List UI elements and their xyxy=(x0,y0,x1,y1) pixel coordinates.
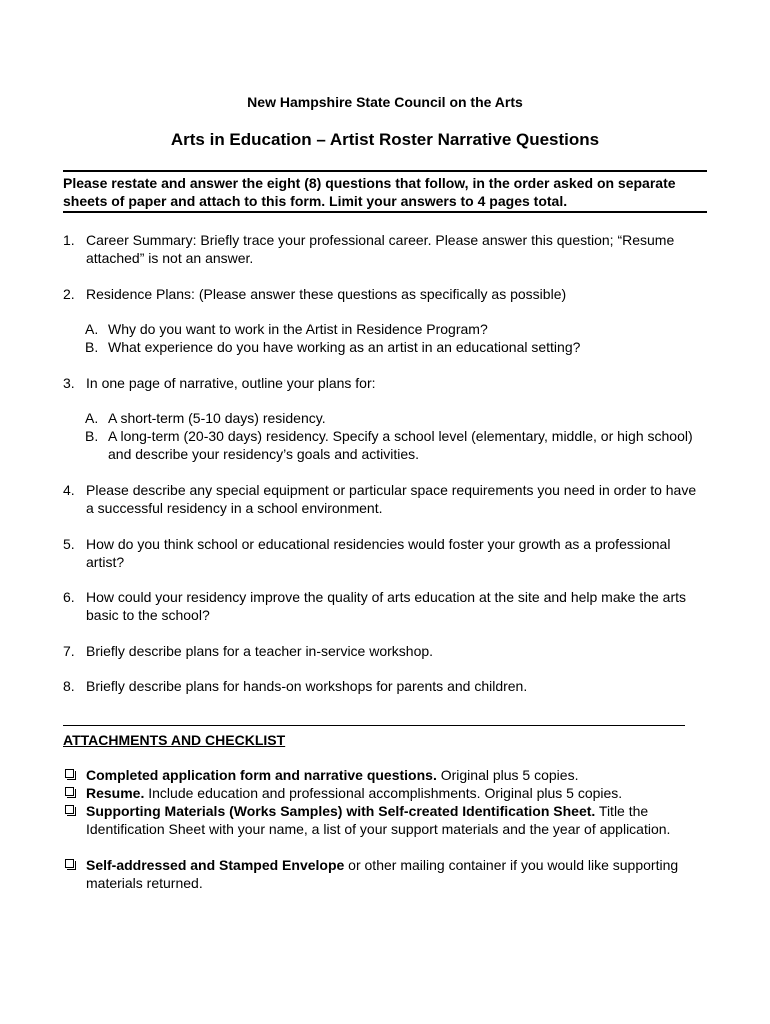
sub-question-text: What experience do you have working as an artist in an educational setting? xyxy=(108,339,581,355)
checklist-item-title: Self-addressed and Stamped Envelope xyxy=(86,857,345,873)
sub-question-text: Why do you want to work in the Artist in Residence Program? xyxy=(108,321,488,337)
question-number: 5. xyxy=(63,536,75,552)
checklist-item-envelope[interactable] xyxy=(63,856,707,892)
question-8 xyxy=(63,677,707,695)
question-text: Briefly describe plans for a teacher in-service workshop. xyxy=(86,643,434,659)
question-1 xyxy=(63,231,707,267)
sub-question-letter: B. xyxy=(85,428,99,444)
checkbox-icon[interactable] xyxy=(65,859,74,868)
page-title: Arts in Education – Artist Roster Narrative Questions xyxy=(170,130,600,149)
question-text: How could your residency improve the quality of arts education at the site and help make the arts basic to the school? xyxy=(86,589,686,623)
question-3b xyxy=(85,427,707,463)
checkbox-icon[interactable] xyxy=(65,787,74,796)
checkbox-icon[interactable] xyxy=(65,805,74,814)
question-3a xyxy=(85,409,707,427)
question-6 xyxy=(63,588,707,624)
question-7 xyxy=(63,642,707,660)
sub-question-text: A long-term (20-30 days) residency. Specify a school level (elementary, middle, or high school) and describe your residency’s goals and activities. xyxy=(108,428,693,462)
checklist-item-title: Supporting Materials (Works Samples) with Self-created Identification Sheet. xyxy=(86,803,596,819)
checklist-item-detail: or other mailing container if you would like supporting materials returned. xyxy=(86,857,679,891)
question-number: 6. xyxy=(63,589,75,605)
question-number: 1. xyxy=(63,232,75,248)
sub-question-text: A short-term (5-10 days) residency. xyxy=(108,410,326,426)
question-text: Briefly describe plans for hands-on workshops for parents and children. xyxy=(86,678,528,694)
divider-top xyxy=(63,170,707,172)
question-number: 7. xyxy=(63,643,75,659)
checklist-item-detail: Original plus 5 copies. xyxy=(436,767,579,783)
checkbox-icon[interactable] xyxy=(65,769,74,778)
question-2b xyxy=(85,338,707,356)
divider-attachments xyxy=(63,725,685,726)
question-number: 8. xyxy=(63,678,75,694)
question-2 xyxy=(63,285,707,303)
question-4 xyxy=(63,481,707,517)
attachments-heading: ATTACHMENTS AND CHECKLIST xyxy=(63,732,286,748)
checklist-item-detail: Title the Identification Sheet with your name, a list of your support materials and the year of application. xyxy=(86,803,671,837)
question-number: 4. xyxy=(63,482,75,498)
question-text: In one page of narrative, outline your plans for: xyxy=(86,375,376,391)
checklist-item-resume[interactable] xyxy=(63,784,707,802)
sub-question-letter: A. xyxy=(85,410,99,426)
sub-question-letter: B. xyxy=(85,339,99,355)
instructions: Please restate and answer the eight (8) questions that follow, in the order asked on separate sheets of paper and attach to this form. Limit your answers to 4 pages total. xyxy=(63,175,676,209)
checklist-item-detail: Include education and professional accomplishments. Original plus 5 copies. xyxy=(144,785,623,801)
checklist-item-supporting-materials[interactable] xyxy=(63,802,707,838)
checklist-item-title: Resume. xyxy=(86,785,145,801)
checklist-item-title: Completed application form and narrative questions. xyxy=(86,767,437,783)
question-5 xyxy=(63,535,707,571)
question-2a xyxy=(85,320,707,338)
sub-question-letter: A. xyxy=(85,321,99,337)
question-3 xyxy=(63,374,707,392)
divider-instructions xyxy=(63,211,707,213)
checklist-item-application[interactable] xyxy=(63,766,707,784)
question-text: Please describe any special equipment or particular space requirements you need in order to have a successful residency in a school environment. xyxy=(86,482,697,516)
question-text: Residence Plans: (Please answer these questions as specifically as possible) xyxy=(86,286,567,302)
organization-name: New Hampshire State Council on the Arts xyxy=(247,94,523,110)
question-number: 3. xyxy=(63,375,75,391)
question-text: Career Summary: Briefly trace your professional career. Please answer this question; “Resume attached” is not an answer. xyxy=(86,232,675,266)
question-text: How do you think school or educational residencies would foster your growth as a professional artist? xyxy=(86,536,671,570)
question-number: 2. xyxy=(63,286,75,302)
